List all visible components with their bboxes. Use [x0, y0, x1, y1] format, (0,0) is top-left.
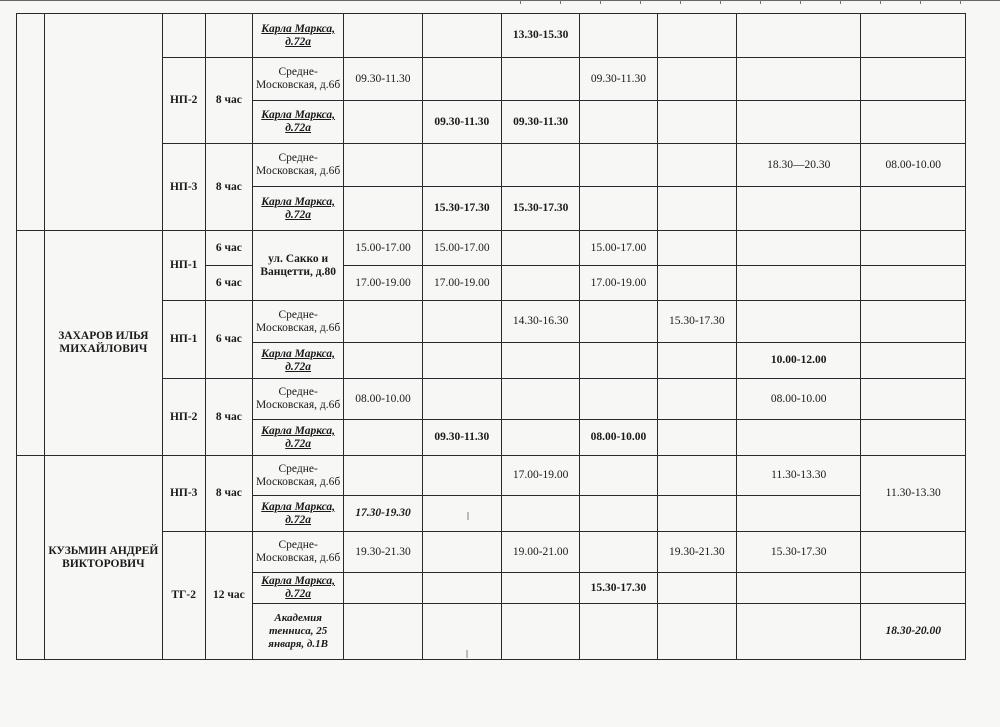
time-cell	[861, 420, 966, 456]
time-cell	[736, 420, 861, 456]
group-label: НП-2	[162, 58, 205, 144]
time-cell	[501, 573, 579, 604]
time-cell	[422, 456, 501, 496]
time-cell: 17.00-19.00	[422, 266, 501, 301]
address-cell: Карла Маркса, д.72а	[252, 14, 343, 58]
table-row	[17, 14, 966, 58]
time-cell	[580, 604, 657, 660]
time-cell	[861, 187, 966, 231]
address-cell: Средне-Московская, д.6б	[252, 144, 343, 187]
time-cell	[422, 604, 501, 660]
group-label: НП-3	[162, 456, 205, 532]
coach-name: КУЗЬМИН АНДРЕЙ ВИКТОРОВИЧ	[45, 456, 162, 660]
coach-no-cell	[17, 456, 45, 660]
address-cell: Карла Маркса, д.72а	[252, 101, 343, 144]
table-row	[17, 456, 966, 496]
time-cell	[736, 187, 861, 231]
address-cell: Средне-Московская, д.6б	[252, 301, 343, 343]
time-cell: 14.30-16.30	[501, 301, 579, 343]
time-cell	[344, 604, 422, 660]
time-cell	[657, 420, 736, 456]
time-cell	[501, 144, 579, 187]
time-cell: 08.00-10.00	[344, 379, 422, 420]
time-cell	[736, 573, 861, 604]
time-cell	[422, 573, 501, 604]
time-cell	[736, 231, 861, 266]
hours-label: 8 час	[205, 58, 252, 144]
time-cell	[501, 420, 579, 456]
time-cell: 19.00-21.00	[501, 532, 579, 573]
time-cell: 08.00-10.00	[580, 420, 657, 456]
address-cell: Карла Маркса, д.72а	[252, 573, 343, 604]
time-cell	[657, 101, 736, 144]
coach-no-cell	[17, 14, 45, 231]
time-cell: 15.30-17.30	[657, 301, 736, 343]
time-cell: 15.30-17.30	[736, 532, 861, 573]
time-cell	[861, 101, 966, 144]
time-cell	[344, 573, 422, 604]
time-cell	[657, 231, 736, 266]
time-cell	[657, 58, 736, 101]
table-row	[17, 231, 966, 266]
hours-label: 6 час	[205, 266, 252, 301]
group-label: НП-3	[162, 144, 205, 231]
hours-cell	[205, 14, 252, 58]
time-cell: 09.30-11.30	[580, 58, 657, 101]
time-cell	[580, 144, 657, 187]
address-cell: Средне-Московская, д.6б	[252, 379, 343, 420]
time-cell	[861, 343, 966, 379]
time-cell: 11.30-13.30	[736, 456, 861, 496]
time-cell	[736, 58, 861, 101]
time-cell	[657, 14, 736, 58]
group-label: НП-2	[162, 379, 205, 456]
time-cell: 15.30-17.30	[501, 187, 579, 231]
time-cell: 17.30-19.30	[344, 496, 422, 532]
time-cell	[736, 101, 861, 144]
time-cell: 18.30—20.30	[736, 144, 861, 187]
time-cell	[344, 101, 422, 144]
address-cell: ул. Сакко и Ванцетти, д.80	[252, 231, 343, 301]
time-cell: 17.00-19.00	[580, 266, 657, 301]
time-cell	[580, 187, 657, 231]
time-cell: 19.30-21.30	[657, 532, 736, 573]
address-cell: Средне-Московская, д.6б	[252, 532, 343, 573]
time-cell: 15.30-17.30	[422, 187, 501, 231]
time-cell	[580, 101, 657, 144]
time-cell	[736, 14, 861, 58]
time-cell: 15.00-17.00	[344, 231, 422, 266]
time-cell	[580, 456, 657, 496]
group-label: НП-1	[162, 301, 205, 379]
group-label: НП-1	[162, 231, 205, 301]
coach-no-cell	[17, 231, 45, 456]
time-cell	[657, 573, 736, 604]
address-cell: Карла Маркса, д.72а	[252, 187, 343, 231]
time-cell	[736, 496, 861, 532]
time-cell	[861, 379, 966, 420]
top-ruler-ticks	[0, 0, 1000, 4]
time-cell	[736, 266, 861, 301]
time-cell: 10.00-12.00	[736, 343, 861, 379]
time-cell	[580, 496, 657, 532]
time-cell: 19.30-21.30	[344, 532, 422, 573]
time-cell: 09.30-11.30	[422, 420, 501, 456]
time-cell	[657, 379, 736, 420]
time-cell: 09.30-11.30	[422, 101, 501, 144]
hours-label: 6 час	[205, 301, 252, 379]
time-cell	[344, 301, 422, 343]
time-cell	[422, 144, 501, 187]
address-cell: Карла Маркса, д.72а	[252, 343, 343, 379]
time-cell	[501, 266, 579, 301]
time-cell	[861, 231, 966, 266]
time-cell	[344, 14, 422, 58]
time-cell	[422, 532, 501, 573]
time-cell	[657, 343, 736, 379]
hours-label: 8 час	[205, 456, 252, 532]
time-cell	[861, 532, 966, 573]
time-cell: 15.00-17.00	[580, 231, 657, 266]
time-cell	[422, 14, 501, 58]
time-cell	[344, 187, 422, 231]
time-cell: 08.00-10.00	[861, 144, 966, 187]
time-cell	[736, 301, 861, 343]
coach-name: ЗАХАРОВ ИЛЬЯ МИХАЙЛОВИЧ	[45, 231, 162, 456]
time-cell	[657, 496, 736, 532]
time-cell	[422, 58, 501, 101]
time-cell: 08.00-10.00	[736, 379, 861, 420]
time-cell	[422, 343, 501, 379]
time-cell	[580, 379, 657, 420]
time-cell: 09.30-11.30	[344, 58, 422, 101]
time-cell	[501, 379, 579, 420]
time-cell: 15.00-17.00	[422, 231, 501, 266]
time-cell: 09.30-11.30	[501, 101, 579, 144]
time-cell	[580, 532, 657, 573]
time-cell	[861, 58, 966, 101]
time-cell	[861, 14, 966, 58]
time-cell	[580, 343, 657, 379]
group-label: ТГ-2	[162, 532, 205, 660]
group-cell	[162, 14, 205, 58]
time-cell	[580, 301, 657, 343]
address-cell: Карла Маркса, д.72а	[252, 496, 343, 532]
time-cell	[501, 604, 579, 660]
time-cell	[344, 456, 422, 496]
time-cell: 17.00-19.00	[501, 456, 579, 496]
time-cell	[501, 343, 579, 379]
time-cell	[657, 456, 736, 496]
time-cell	[344, 420, 422, 456]
hours-label: 8 час	[205, 379, 252, 456]
time-cell: 13.30-15.30	[501, 14, 579, 58]
time-cell: 17.00-19.00	[344, 266, 422, 301]
time-cell	[861, 301, 966, 343]
time-cell	[657, 266, 736, 301]
time-cell	[657, 604, 736, 660]
hours-label: 8 час	[205, 144, 252, 231]
time-cell: 15.30-17.30	[580, 573, 657, 604]
time-cell	[657, 144, 736, 187]
hours-label: 12 час	[205, 532, 252, 660]
hours-label: 6 час	[205, 231, 252, 266]
time-cell	[861, 266, 966, 301]
scan-speck	[466, 650, 468, 658]
time-cell	[861, 573, 966, 604]
address-cell: Карла Маркса, д.72а	[252, 420, 343, 456]
time-cell	[657, 187, 736, 231]
time-cell	[422, 301, 501, 343]
time-cell	[422, 379, 501, 420]
address-cell: Средне-Московская, д.6б	[252, 456, 343, 496]
address-cell: Средне-Московская, д.6б	[252, 58, 343, 101]
time-cell	[344, 144, 422, 187]
time-cell	[422, 496, 501, 532]
time-cell	[736, 604, 861, 660]
time-cell	[501, 496, 579, 532]
time-cell	[501, 231, 579, 266]
coach-name-cell	[45, 14, 162, 231]
time-cell: 18.30-20.00	[861, 604, 966, 660]
address-cell: Академия тенниса, 25 января, д.1В	[252, 604, 343, 660]
time-cell	[501, 58, 579, 101]
time-cell	[344, 343, 422, 379]
scan-speck	[467, 512, 469, 520]
time-cell	[580, 14, 657, 58]
training-schedule-table	[16, 13, 966, 660]
time-cell: 11.30-13.30	[861, 456, 966, 532]
